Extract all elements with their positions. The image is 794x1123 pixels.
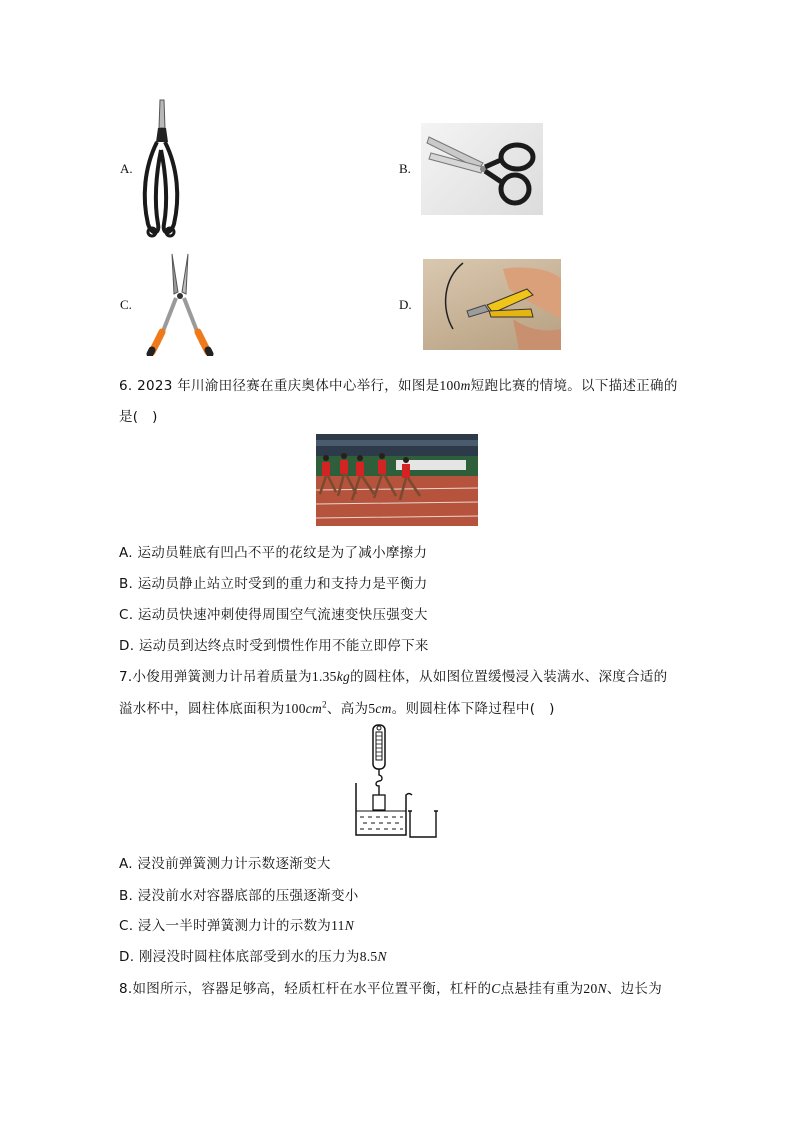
option-b-label: B. xyxy=(399,161,411,176)
option-c-label: C. xyxy=(120,297,132,312)
q6-distance-value: 100 xyxy=(439,378,461,393)
question-7-line-2 xyxy=(119,697,555,717)
question-8-line-1 xyxy=(119,977,662,997)
q7-line2-mid: 、高为 xyxy=(326,701,369,717)
q6-option-a: A. 运动员鞋底有凹凸不平的花纹是为了减小摩擦力 xyxy=(119,545,428,561)
q7-option-d-value: 8.5 xyxy=(359,949,378,964)
q8-text-pre: 8.如图所示，容器足够高，轻质杠杆在水平位置平衡，杠杆的 xyxy=(119,981,492,997)
q6-option-d: D. 运动员到达终点时受到惯性作用不能立即停下来 xyxy=(119,638,429,654)
q7-line2-post: 。则圆柱体下降过程中( ) xyxy=(391,701,555,717)
q7-mass-unit: kg xyxy=(336,669,351,684)
hedge-shears-icon xyxy=(146,252,214,356)
q7-text-post: 的圆柱体，从如图位置缓慢浸入装满水、深度合适的 xyxy=(350,669,668,685)
q8-weight-value: 20 xyxy=(583,981,598,996)
q7-option-c-unit: N xyxy=(344,918,355,933)
q8-point-label: C xyxy=(491,981,501,996)
q7-area-unit: cm xyxy=(305,701,323,716)
q7-height-unit: cm xyxy=(375,701,392,716)
tin-snips-icon xyxy=(138,98,184,240)
sprint-race-photo xyxy=(316,434,478,526)
kitchen-scissors-icon xyxy=(421,123,543,215)
question-6-line-1 xyxy=(119,374,678,394)
q7-area-exponent: 2 xyxy=(322,699,327,710)
q6-text-post: 短跑比赛的情境。以下描述正确的 xyxy=(470,378,678,394)
q7-option-b: B. 浸没前水对容器底部的压强逐渐变小 xyxy=(119,888,359,904)
q7-option-d-text: D. 刚浸没时圆柱体底部受到水的压力为 xyxy=(119,949,360,965)
q7-option-c xyxy=(119,914,354,934)
q6-distance-unit: m xyxy=(460,378,471,393)
q6-text-pre: 6. 2023 年川渝田径赛在重庆奥体中心举行，如图是 xyxy=(119,378,440,394)
q8-text-mid: 点悬挂有重为 xyxy=(500,981,584,997)
spring-scale-overflow-cup-diagram xyxy=(352,723,444,841)
q7-option-d-unit: N xyxy=(377,949,387,964)
q7-mass-value: 1.35 xyxy=(311,669,337,684)
q7-option-d xyxy=(119,945,387,965)
q7-option-c-value: 11 xyxy=(331,918,345,933)
pliers-icon xyxy=(423,259,561,350)
q7-text-pre: 7.小俊用弹簧测力计吊着质量为 xyxy=(119,669,312,685)
question-6-line-2: 是( ) xyxy=(119,409,158,425)
q8-weight-unit: N xyxy=(597,981,607,996)
option-a-label: A. xyxy=(120,161,133,176)
q6-option-b: B. 运动员静止站立时受到的重力和支持力是平衡力 xyxy=(119,576,428,592)
option-d-label: D. xyxy=(399,297,412,312)
q7-option-a: A. 浸没前弹簧测力计示数逐渐变大 xyxy=(119,856,331,872)
question-7-line-1 xyxy=(119,665,667,685)
q8-text-post: 、边长为 xyxy=(606,981,663,997)
q6-option-c: C. 运动员快速冲刺使得周围空气流速变快压强变大 xyxy=(119,607,428,623)
q7-area-value: 100 xyxy=(284,701,306,716)
q7-line2-pre: 溢水杯中，圆柱体底面积为 xyxy=(119,701,285,717)
q7-option-c-text: C. 浸入一半时弹簧测力计的示数为 xyxy=(119,918,332,934)
q7-height-value: 5 xyxy=(368,701,376,716)
